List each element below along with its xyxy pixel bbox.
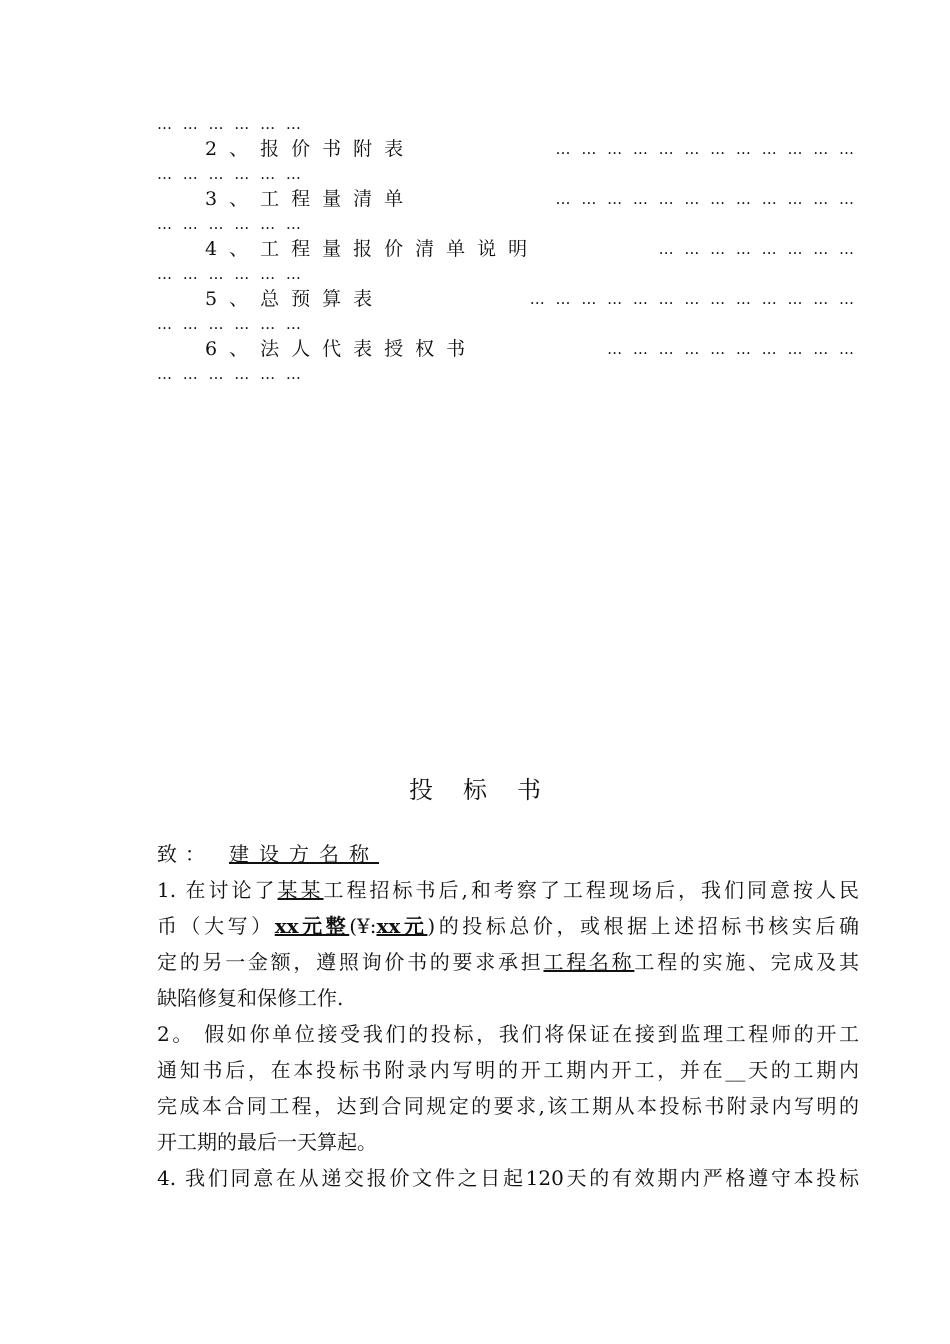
- duration-blank: __: [725, 1058, 746, 1082]
- paragraph-line: [157, 908, 859, 944]
- amount-words-blank: xx元整: [274, 914, 350, 938]
- toc-item-label: 4、工程量报价清单说明: [205, 238, 540, 260]
- paragraph-line: [157, 1124, 859, 1160]
- text-run: (¥:: [349, 914, 377, 938]
- toc-item-label: 2、报价书附表: [205, 138, 416, 160]
- text-run: 4. 我们同意在从递交报价文件之日起120天的有效期内严格遵守本投标: [157, 1166, 859, 1190]
- paragraph-line: [157, 980, 859, 1016]
- text-run: 通知书后，在本投标书附录内写明的开工期内开工，并在: [157, 1058, 726, 1082]
- addressee-label: 致：: [157, 842, 213, 866]
- paragraph-line: [157, 944, 859, 980]
- paragraph-line: [157, 1052, 859, 1088]
- toc-continuation-dots: … … … … … …: [157, 265, 304, 283]
- toc-item-leader: … … … … … … … … … … … …: [555, 190, 857, 208]
- text-run: 2。 假如你单位接受我们的投标，我们将保证在接到监理工程师的开工: [157, 1022, 859, 1046]
- toc-item-leader: … … … … … … … … … … … …: [555, 140, 857, 158]
- paragraph-line: [157, 1160, 859, 1196]
- toc-item-leader: … … … … … … … … … … … … …: [529, 290, 857, 308]
- toc-item-label: 3、工程量清单: [205, 188, 416, 210]
- amount-figures-blank: xx元: [376, 914, 428, 938]
- toc-item: [157, 236, 857, 262]
- toc-continuation-dots: … … … … … …: [157, 165, 304, 183]
- toc-item-leader: … … … … … … … …: [658, 240, 857, 258]
- letter-body: [157, 836, 859, 1196]
- toc-item-leader: … … … … … … … … … …: [607, 340, 857, 358]
- text-run: 完成本合同工程，达到合同规定的要求,该工期从本投标书附录内写明的: [157, 1094, 859, 1118]
- toc-item-label: 5、总预算表: [205, 288, 385, 310]
- toc-item: [157, 136, 857, 162]
- toc-continuation-dots: … … … … … …: [157, 115, 304, 133]
- project-name-blank: 工程名称: [543, 950, 635, 974]
- text-run: 定的另一金额，遵照询价书的要求承担: [157, 950, 544, 974]
- addressee-line: [157, 836, 859, 872]
- toc-continuation-dots: … … … … … …: [157, 365, 304, 383]
- text-run: 工程的实施、完成及其: [634, 950, 859, 974]
- addressee-name: 建设方名称: [229, 842, 379, 866]
- text-run: 1. 在讨论了: [157, 878, 278, 902]
- toc-continuation-dots: … … … … … …: [157, 315, 304, 333]
- toc-item: [157, 186, 857, 212]
- toc-item: [157, 336, 857, 362]
- toc-item-label: 6、法人代表授权书: [205, 338, 478, 360]
- paragraph-line: [157, 1088, 859, 1124]
- text-run: 币（大写）: [157, 914, 275, 938]
- table-of-contents: [157, 112, 857, 386]
- text-run: 缺陷修复和保修工作.: [157, 986, 344, 1010]
- text-run: 天的工期内: [745, 1058, 859, 1082]
- document-title: 投标书: [409, 776, 571, 804]
- paragraph-line: [157, 1016, 859, 1052]
- toc-continuation-dots: … … … … … …: [157, 215, 304, 233]
- text-run: 工程招标书后,和考察了工程现场后，我们同意按人民: [323, 878, 859, 902]
- toc-item: [157, 286, 857, 312]
- paragraph-line: [157, 872, 859, 908]
- text-run: )的投标总价，或根据上述招标书核实后确: [427, 914, 859, 938]
- text-run: 开工期的最后一天算起。: [157, 1130, 377, 1154]
- project-owner-blank: 某某: [277, 878, 324, 902]
